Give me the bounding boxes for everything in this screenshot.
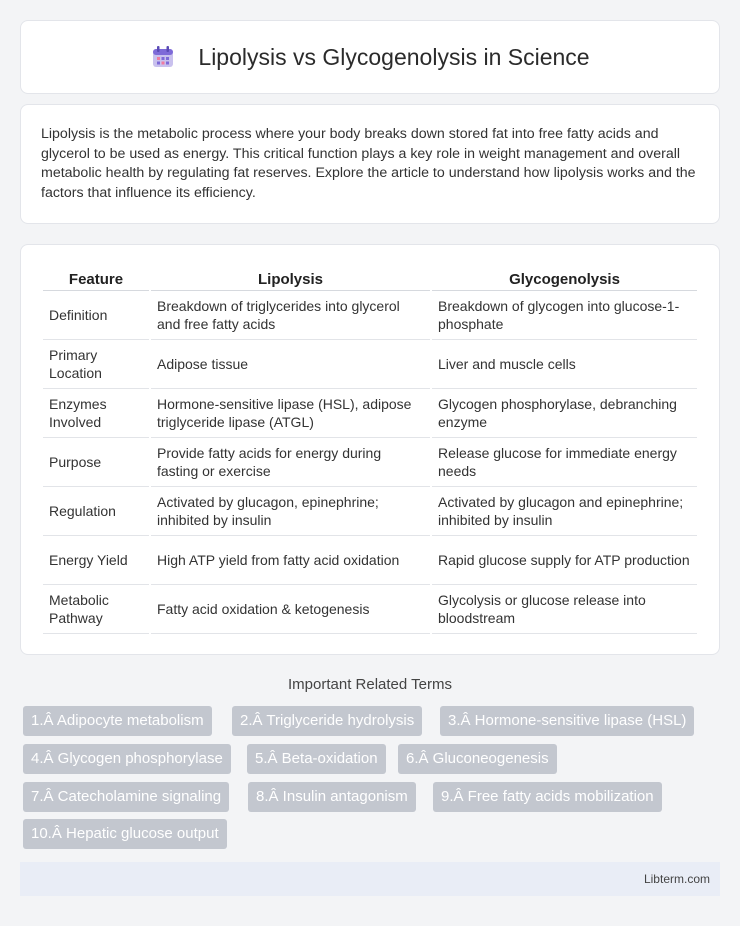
related-term-tag[interactable]: 8.Â Insulin antagonism (248, 782, 416, 812)
related-term-tag[interactable]: 9.Â Free fatty acids mobilization (433, 782, 662, 812)
feature-cell: Regulation (43, 487, 149, 536)
intro-text: Lipolysis is the metabolic process where your body breaks down stored fat into free fatty acids and glycerol to be used as energy. This critical function plays a key role in weight management and overall metabolic health by regulating fat reserves. Explore the article to understand how lipolysis works and the factors that influence its efficiency. (41, 126, 696, 201)
related-term-tag[interactable]: 5.Â Beta-oxidation (247, 744, 386, 774)
related-term-tag[interactable]: 7.Â Catecholamine signaling (23, 782, 229, 812)
glycogenolysis-cell: Glycogen phosphorylase, debranching enzyme (432, 389, 697, 438)
feature-cell: Purpose (43, 438, 149, 487)
related-term-tag[interactable]: 10.Â Hepatic glucose output (23, 819, 227, 849)
lipolysis-cell: High ATP yield from fatty acid oxidation (151, 536, 430, 585)
lipolysis-cell: Adipose tissue (151, 340, 430, 389)
table-row (43, 585, 697, 634)
table-row (43, 389, 697, 438)
table-row (43, 291, 697, 340)
glycogenolysis-cell: Glycolysis or glucose release into bloodstream (432, 585, 697, 634)
header-glycogenolysis: Glycogenolysis (432, 265, 697, 291)
related-term-tag[interactable]: 6.Â Gluconeogenesis (398, 744, 557, 774)
feature-cell: Enzymes Involved (43, 389, 149, 438)
calendar-icon (150, 44, 176, 70)
table-row (43, 438, 697, 487)
lipolysis-cell: Breakdown of triglycerides into glycerol and free fatty acids (151, 291, 430, 340)
comparison-table-card (20, 244, 720, 655)
feature-cell: Definition (43, 291, 149, 340)
intro-card (20, 104, 720, 224)
glycogenolysis-cell: Liver and muscle cells (432, 340, 697, 389)
table-row (43, 487, 697, 536)
related-term-tag[interactable]: 4.Â Glycogen phosphorylase (23, 744, 231, 774)
footer (20, 862, 720, 896)
lipolysis-cell: Activated by glucagon, epinephrine; inhibited by insulin (151, 487, 430, 536)
related-term-tag[interactable]: 2.Â Triglyceride hydrolysis (232, 706, 422, 736)
glycogenolysis-cell: Activated by glucagon and epinephrine; inhibited by insulin (432, 487, 697, 536)
related-term-tag[interactable]: 1.Â Adipocyte metabolism (23, 706, 212, 736)
related-terms-title: Important Related Terms (288, 676, 452, 693)
table-row (43, 536, 697, 585)
footer-site-link[interactable]: Libterm.com (643, 872, 710, 886)
glycogenolysis-cell: Breakdown of glycogen into glucose-1-phosphate (432, 291, 697, 340)
header-card (20, 20, 720, 94)
feature-cell: Energy Yield (43, 536, 149, 585)
related-term-tag[interactable]: 3.Â Hormone-sensitive lipase (HSL) (440, 706, 694, 736)
comparison-table (41, 265, 699, 634)
table-header-row (43, 265, 697, 291)
page-title: Lipolysis vs Glycogenolysis in Science (198, 43, 590, 70)
feature-cell: Primary Location (43, 340, 149, 389)
glycogenolysis-cell: Rapid glucose supply for ATP production (432, 536, 697, 585)
header-lipolysis: Lipolysis (151, 265, 430, 291)
lipolysis-cell: Fatty acid oxidation & ketogenesis (151, 585, 430, 634)
header-feature: Feature (43, 265, 149, 291)
lipolysis-cell: Hormone-sensitive lipase (HSL), adipose triglyceride lipase (ATGL) (151, 389, 430, 438)
glycogenolysis-cell: Release glucose for immediate energy needs (432, 438, 697, 487)
table-row (43, 340, 697, 389)
feature-cell: Metabolic Pathway (43, 585, 149, 634)
lipolysis-cell: Provide fatty acids for energy during fasting or exercise (151, 438, 430, 487)
